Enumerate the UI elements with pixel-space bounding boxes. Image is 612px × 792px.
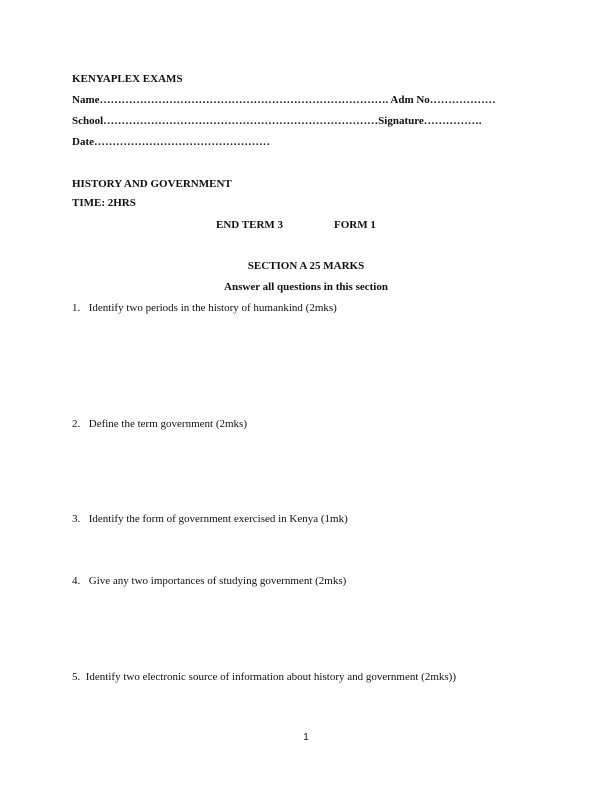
subject-title: HISTORY AND GOVERNMENT	[72, 178, 232, 190]
question-3	[72, 512, 348, 526]
name-adm-line: Name……………………………………………………………………. Adm No………………	[72, 94, 496, 106]
exam-time: TIME: 2HRS	[72, 197, 136, 209]
question-5	[72, 670, 456, 684]
question-number: 2.	[72, 418, 81, 430]
exam-org-title: KENYAPLEX EXAMS	[72, 73, 183, 85]
question-number: 1.	[72, 302, 81, 314]
question-number: 3.	[72, 513, 81, 525]
question-text: Identify two periods in the history of humankind (2mks)	[88, 302, 337, 314]
question-4	[72, 574, 346, 588]
date-line: Date…………………………………………	[72, 136, 270, 148]
school-signature-line: School…………………………………………………………………Signature…………….	[72, 115, 482, 127]
question-text: Identify the form of government exercised in Kenya (1mk)	[88, 513, 348, 525]
section-instruction: Answer all questions in this section	[224, 281, 388, 293]
question-text: Identify two electronic source of information about history and government (2mks))	[85, 671, 456, 683]
question-2	[72, 417, 247, 431]
term-label: END TERM 3	[216, 219, 284, 231]
form-label: FORM 1	[334, 219, 376, 231]
section-title: SECTION A 25 MARKS	[247, 260, 365, 272]
question-number: 5.	[72, 671, 81, 683]
question-text: Give any two importances of studying government (2mks)	[88, 575, 347, 587]
question-text: Define the term government (2mks)	[88, 418, 247, 430]
question-number: 4.	[72, 575, 81, 587]
question-1	[72, 301, 337, 315]
page-number: 1	[303, 732, 309, 743]
